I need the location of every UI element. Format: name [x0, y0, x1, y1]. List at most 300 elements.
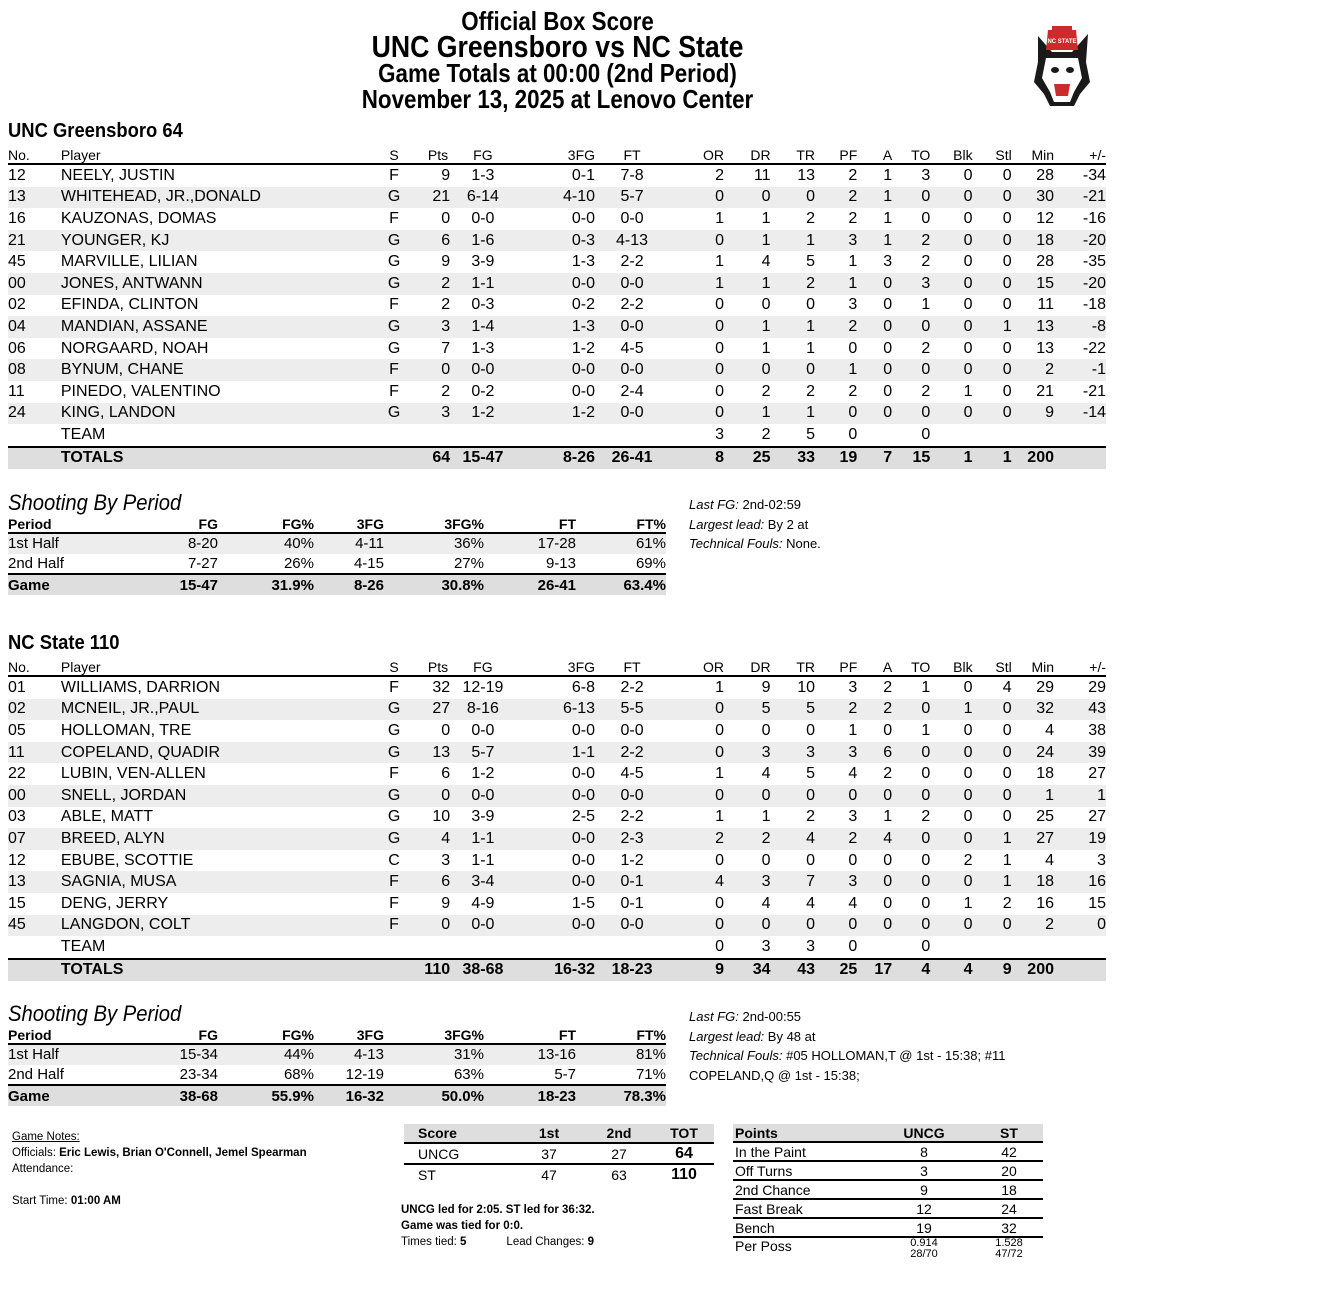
cell-stl: [973, 424, 1012, 447]
table-header-row: [8, 147, 1106, 164]
cell-to: 0: [892, 785, 930, 807]
cell-pf: 3: [815, 742, 857, 764]
cell-to: 1: [921, 296, 931, 314]
cell-number: 22: [8, 765, 26, 783]
totals-to: 15: [892, 447, 930, 469]
player-row: [8, 807, 1106, 829]
totals-assists: 7: [857, 447, 892, 469]
shooting-3fg-pct: 36%: [384, 533, 484, 554]
cell-min: 4: [1045, 851, 1054, 869]
shooting-header-3fg: 3FG: [314, 1026, 384, 1044]
per-poss-uncg-ratio: 28/70: [910, 1248, 938, 1260]
cell-ft: 0-0: [595, 316, 669, 338]
cell-stl: 0: [973, 359, 1012, 381]
cell-or: 3: [715, 425, 725, 443]
cell-assists: 0: [857, 403, 892, 425]
player-row: [8, 316, 1106, 338]
column-header-assists: A: [857, 659, 892, 676]
player-row: [8, 208, 1106, 230]
totals-player: TOTALS: [61, 959, 378, 981]
cell-or: 0: [669, 403, 724, 425]
cell-stl: 0: [1002, 253, 1012, 271]
last-fg-value: 2nd-02:59: [742, 497, 802, 512]
totals-row: [8, 447, 1106, 469]
shooting-header-fg: FG: [108, 515, 218, 533]
per-poss-st-value: 1.528: [995, 1237, 1023, 1249]
player-row: [8, 273, 1106, 295]
cell-ft: 0-0: [595, 359, 669, 381]
cell-ft: 4-5: [620, 339, 644, 357]
shooting-header-period: Period: [8, 515, 108, 533]
cell-assists: 1: [857, 230, 892, 252]
cell-plus-minus: 19: [1054, 828, 1106, 850]
totals-number: [8, 447, 61, 469]
points-st: 32: [973, 1218, 1043, 1237]
cell-min: 11: [1037, 296, 1054, 314]
cell-plus-minus: -35: [1082, 253, 1106, 271]
cell-ft: 0-0: [620, 209, 644, 227]
score-2nd: 63: [611, 1166, 627, 1183]
cell-number: 13: [8, 187, 61, 209]
cell-assists: 0: [883, 894, 893, 912]
cell-number: 12: [8, 166, 26, 184]
cell-ft: 1-2: [620, 851, 644, 869]
box-score-table-uncg: [8, 147, 1106, 469]
cell-pf: 3: [848, 678, 858, 696]
cell-3fg: 0-0: [571, 765, 596, 783]
cell-player: EFINDA, CLINTON: [60, 296, 199, 314]
player-row: [8, 850, 1106, 872]
cell-points: 0: [441, 721, 451, 739]
cell-to: 3: [921, 166, 931, 184]
cell-number: 07: [8, 828, 61, 850]
cell-player: YOUNGER, KJ: [61, 230, 378, 252]
column-header-points: Pts: [410, 659, 450, 676]
game-notes-title: Game Notes:: [12, 1131, 80, 1143]
shooting-game-row: [8, 1085, 666, 1106]
points-row: [733, 1142, 1043, 1161]
cell-stl: 4: [1002, 678, 1012, 696]
lead-changes-value: 9: [587, 1236, 595, 1248]
player-row: [8, 742, 1106, 764]
cell-points: 3: [441, 851, 451, 869]
column-header-dr: DR: [724, 147, 771, 164]
cell-tr: 2: [806, 808, 815, 826]
cell-points: 0: [410, 785, 450, 807]
totals-assists: 17: [857, 959, 892, 981]
cell-fg: 1-1: [450, 273, 516, 295]
cell-position: F: [389, 296, 399, 314]
shooting-3fg: 4-15: [353, 554, 384, 572]
cell-or: 2: [715, 166, 725, 184]
cell-or: 0: [669, 230, 724, 252]
points-uncg: 19: [873, 1218, 973, 1237]
cell-to: 1: [921, 678, 931, 696]
game-notes-ncstate: [689, 1007, 1005, 1085]
points-header-uncg: UNCG: [873, 1124, 973, 1142]
shooting-header-3fg: 3FG: [314, 515, 384, 533]
score-total: 64: [654, 1143, 714, 1164]
shooting-game-3fg: 16-32: [314, 1085, 384, 1106]
cell-tr: 1: [806, 339, 815, 357]
cell-blk: 0: [930, 187, 972, 209]
cell-assists: 0: [857, 359, 892, 381]
cell-assists: 0: [857, 915, 892, 937]
cell-3fg: 0-0: [571, 382, 596, 400]
largest-lead-label: Largest lead:: [689, 516, 765, 532]
cell-player: NORGAARD, NOAH: [60, 339, 209, 357]
shooting-game-ft: 18-23: [484, 1085, 576, 1106]
points-category: In the Paint: [733, 1142, 873, 1161]
totals-blk: 1: [930, 447, 972, 469]
shooting-period: 2nd Half: [8, 554, 64, 572]
cell-tr: 0: [806, 851, 815, 869]
cell-tr: 3: [806, 937, 815, 955]
cell-position: F: [378, 871, 410, 893]
cell-to: 2: [892, 230, 930, 252]
totals-min: 200: [1012, 959, 1054, 981]
cell-fg: 1-4: [450, 316, 516, 338]
column-header-to: TO: [892, 659, 930, 676]
cell-to: 0: [921, 894, 931, 912]
shooting-game-ft: 26-41: [484, 574, 576, 595]
cell-tr: 7: [771, 871, 815, 893]
cell-stl: 0: [973, 785, 1012, 807]
cell-fg: 0-0: [450, 915, 516, 937]
cell-points: 9: [441, 894, 451, 912]
column-header-stl: Stl: [973, 147, 1012, 164]
cell-stl: 0: [1002, 765, 1012, 783]
player-row: [8, 676, 1106, 699]
cell-assists: 1: [883, 209, 893, 227]
start-time-label: Start Time:: [12, 1195, 68, 1207]
cell-3fg: 0-0: [571, 851, 596, 869]
cell-3fg: [516, 936, 595, 959]
team-row: [8, 424, 1106, 447]
cell-blk: 1: [963, 894, 973, 912]
player-row: [8, 381, 1106, 403]
cell-plus-minus: -20: [1054, 230, 1106, 252]
totals-to: 4: [892, 959, 930, 981]
cell-assists: 0: [883, 296, 893, 314]
cell-points: 6: [441, 765, 451, 783]
cell-tr: 13: [797, 166, 815, 184]
cell-stl: 0: [1002, 339, 1012, 357]
cell-assists: 0: [883, 382, 893, 400]
cell-pf: 3: [815, 230, 857, 252]
points-uncg: 3: [873, 1161, 973, 1180]
shooting-3fg: 4-13: [314, 1044, 384, 1065]
cell-pf: 4: [848, 894, 858, 912]
points-breakdown-table: [733, 1124, 1043, 1260]
score-header-team: Score: [404, 1124, 514, 1143]
cell-player: ABLE, MATT: [60, 808, 154, 826]
cell-dr: 0: [724, 359, 771, 381]
shooting-game-3fg-pct: 50.0%: [384, 1085, 484, 1106]
cell-ft: 2-2: [595, 742, 669, 764]
cell-to: 2: [921, 382, 931, 400]
cell-dr: 1: [724, 230, 771, 252]
cell-min: 18: [1012, 871, 1054, 893]
cell-position: G: [378, 742, 410, 764]
cell-ft: 2-4: [620, 382, 644, 400]
cell-min: [1012, 424, 1054, 447]
start-time-value: 01:00 AM: [70, 1195, 121, 1207]
player-row: [8, 359, 1106, 381]
cell-tr: 5: [806, 253, 815, 271]
score-team: ST: [418, 1166, 436, 1183]
cell-tr: 4: [771, 828, 815, 850]
points-row: [733, 1218, 1043, 1237]
cell-fg: 8-16: [450, 699, 516, 721]
totals-stl: 1: [973, 447, 1012, 469]
cell-points: 2: [441, 296, 451, 314]
cell-to: 3: [892, 273, 930, 295]
shooting-game-3fg-pct: 30.8%: [384, 574, 484, 595]
cell-dr: 1: [761, 339, 771, 357]
column-header-ft: FT: [595, 659, 669, 676]
cell-stl: [973, 936, 1012, 959]
cell-number: 11: [8, 742, 61, 764]
cell-tr: 5: [806, 425, 815, 443]
cell-min: 21: [1036, 382, 1054, 400]
cell-ft: 2-2: [620, 296, 644, 314]
cell-or: 0: [669, 699, 724, 721]
cell-blk: 0: [930, 403, 972, 425]
cell-player: MARVILLE, LILIAN: [60, 253, 198, 271]
cell-ft: 0-0: [595, 785, 669, 807]
shooting-header-ft: FT: [484, 515, 576, 533]
cell-dr: 4: [761, 894, 771, 912]
shooting-game-3fg: 8-26: [314, 574, 384, 595]
cell-player: COPELAND, QUADIR: [61, 742, 378, 764]
per-poss-row: [733, 1237, 1043, 1260]
cell-number: 04: [8, 316, 61, 338]
points-category: 2nd Chance: [733, 1180, 873, 1199]
cell-number: 13: [8, 871, 61, 893]
cell-pf: 4: [848, 765, 858, 783]
cell-player: HOLLOMAN, TRE: [60, 721, 192, 739]
column-header-tr: TR: [771, 659, 815, 676]
cell-number: 11: [8, 382, 25, 400]
cell-position: F: [389, 678, 399, 696]
shooting-game-fg-pct: 31.9%: [218, 574, 314, 595]
technical-fouls-label: Technical Fouls:: [689, 1048, 783, 1063]
cell-assists: 0: [883, 851, 893, 869]
cell-min: 32: [1012, 699, 1054, 721]
cell-assists: 0: [857, 273, 892, 295]
shooting-row: [8, 1065, 666, 1086]
times-tied-value: 5: [460, 1236, 467, 1248]
cell-tr: 0: [771, 785, 815, 807]
game-notes: [12, 1129, 307, 1209]
shooting-fg: 8-20: [108, 533, 218, 554]
cell-dr: 1: [761, 209, 771, 227]
cell-number: 02: [8, 296, 26, 314]
cell-fg: 1-6: [450, 230, 516, 252]
score-total: 110: [671, 1165, 697, 1183]
cell-blk: 0: [930, 273, 972, 295]
points-row: [733, 1199, 1043, 1218]
cell-number: 21: [8, 230, 61, 252]
cell-tr: 0: [806, 721, 815, 739]
cell-number: 15: [8, 894, 26, 912]
cell-3fg: 0-0: [571, 721, 596, 739]
cell-blk: 0: [930, 915, 972, 937]
technical-fouls-continued: COPELAND,Q @ 1st - 15:38;: [689, 1067, 860, 1083]
technical-fouls-value: None.: [786, 536, 821, 551]
cell-position: G: [387, 339, 401, 357]
player-row: [8, 893, 1106, 915]
cell-player: NEELY, JUSTIN: [60, 166, 175, 184]
score-1st: 47: [541, 1166, 557, 1183]
shooting-fg: 15-34: [108, 1044, 218, 1065]
cell-pf: 2: [815, 316, 857, 338]
points-uncg: 8: [873, 1142, 973, 1161]
cell-ft: [595, 936, 669, 959]
cell-fg: 12-19: [462, 678, 504, 696]
cell-position: G: [378, 187, 410, 209]
cell-min: 13: [1012, 316, 1054, 338]
totals-3fg: 8-26: [516, 447, 595, 469]
cell-position: G: [378, 699, 410, 721]
column-header-position: S: [378, 147, 410, 164]
column-header-or: OR: [669, 147, 724, 164]
cell-dr: 5: [724, 699, 771, 721]
shooting-ft-pct: 61%: [576, 533, 666, 554]
cell-3fg: 0-0: [571, 209, 596, 227]
cell-position: G: [387, 808, 401, 826]
shooting-ft: 9-13: [545, 554, 576, 572]
cell-points: 27: [410, 699, 450, 721]
cell-ft: 2-2: [620, 253, 644, 271]
cell-or: 0: [715, 339, 725, 357]
cell-stl: 1: [973, 828, 1012, 850]
cell-points: 10: [432, 808, 451, 826]
cell-3fg: 1-3: [516, 316, 595, 338]
cell-position: F: [389, 894, 399, 912]
cell-blk: 0: [930, 359, 972, 381]
cell-fg: 6-14: [450, 187, 516, 209]
column-header-blk: Blk: [930, 659, 972, 676]
column-header-to: TO: [892, 147, 930, 164]
cell-min: 15: [1012, 273, 1054, 295]
player-row: [8, 295, 1106, 317]
column-header-plus-minus: +/-: [1054, 659, 1106, 676]
totals-points: 64: [410, 447, 450, 469]
cell-min: 18: [1012, 230, 1054, 252]
cell-pf: 1: [815, 273, 857, 295]
shooting-3fg-pct: 31%: [384, 1044, 484, 1065]
cell-fg: 0-3: [471, 296, 495, 314]
cell-3fg: 1-3: [571, 253, 596, 271]
largest-lead-value: By 2 at: [767, 516, 809, 532]
cell-blk: 0: [930, 828, 972, 850]
player-row: [8, 763, 1106, 785]
column-header-blk: Blk: [930, 147, 972, 164]
per-poss-st-ratio: 47/72: [995, 1248, 1023, 1260]
shooting-3fg-pct: 27%: [453, 554, 484, 572]
column-header-assists: A: [857, 147, 892, 164]
cell-dr: 2: [761, 382, 771, 400]
shooting-fg-pct: 44%: [218, 1044, 314, 1065]
points-st: 20: [973, 1161, 1043, 1180]
totals-tr: 43: [771, 959, 815, 981]
cell-ft: 2-2: [620, 808, 644, 826]
cell-points: 7: [441, 339, 451, 357]
shooting-fg: 23-34: [179, 1065, 218, 1083]
cell-number: 12: [8, 851, 26, 869]
cell-position: F: [389, 209, 399, 227]
points-st: 24: [973, 1199, 1043, 1218]
shooting-ft: 5-7: [554, 1065, 576, 1083]
cell-fg: 1-2: [450, 403, 516, 425]
cell-3fg: 0-0: [516, 785, 595, 807]
cell-min: 18: [1036, 765, 1054, 783]
shooting-game-fg: 38-68: [108, 1085, 218, 1106]
cell-fg: 0-0: [450, 359, 516, 381]
cell-plus-minus: 43: [1054, 699, 1106, 721]
cell-number: 45: [8, 915, 61, 937]
cell-or: 0: [715, 721, 725, 739]
score-header-1st: 1st: [514, 1124, 584, 1143]
cell-number: 45: [8, 253, 26, 271]
cell-pf: 1: [815, 359, 857, 381]
cell-fg: 1-3: [471, 166, 495, 184]
cell-pf: 1: [848, 253, 858, 271]
cell-to: 0: [892, 742, 930, 764]
totals-player: TOTALS: [61, 447, 378, 469]
cell-plus-minus: 0: [1054, 915, 1106, 937]
cell-blk: 0: [963, 808, 973, 826]
lead-time-summary: UNCG led for 2:05. ST led for 36:32.: [401, 1204, 595, 1216]
cell-3fg: 0-0: [516, 915, 595, 937]
cell-or: 0: [669, 187, 724, 209]
cell-player: PINEDO, VALENTINO: [60, 382, 221, 400]
cell-to: 0: [921, 209, 931, 227]
cell-ft: [595, 424, 669, 447]
cell-position: F: [389, 382, 399, 400]
shooting-header-fg: FG: [108, 1026, 218, 1044]
cell-min: 28: [1036, 253, 1054, 271]
cell-assists: 0: [883, 721, 893, 739]
cell-plus-minus: -8: [1054, 316, 1106, 338]
cell-assists: 3: [883, 253, 893, 271]
totals-ft: 26-41: [595, 447, 669, 469]
cell-or: 0: [715, 296, 725, 314]
shooting-table-uncg: [8, 515, 666, 595]
cell-or: 0: [715, 937, 725, 955]
cell-tr: 1: [771, 230, 815, 252]
cell-tr: 0: [806, 296, 815, 314]
cell-position: F: [378, 915, 410, 937]
totals-dr: 34: [724, 959, 771, 981]
cell-tr: 0: [771, 359, 815, 381]
cell-fg: 3-9: [471, 253, 495, 271]
cell-points: 3: [410, 316, 450, 338]
totals-tr: 33: [771, 447, 815, 469]
game-notes-uncg: [689, 495, 821, 554]
cell-stl: 0: [973, 187, 1012, 209]
cell-or: 0: [669, 785, 724, 807]
cell-pf: 0: [848, 339, 858, 357]
attendance-label: Attendance:: [12, 1163, 74, 1175]
cell-stl: 2: [1002, 894, 1012, 912]
column-header-tr: TR: [771, 147, 815, 164]
cell-fg: 0-0: [471, 721, 495, 739]
cell-or: 0: [669, 359, 724, 381]
cell-3fg: 0-0: [516, 871, 595, 893]
